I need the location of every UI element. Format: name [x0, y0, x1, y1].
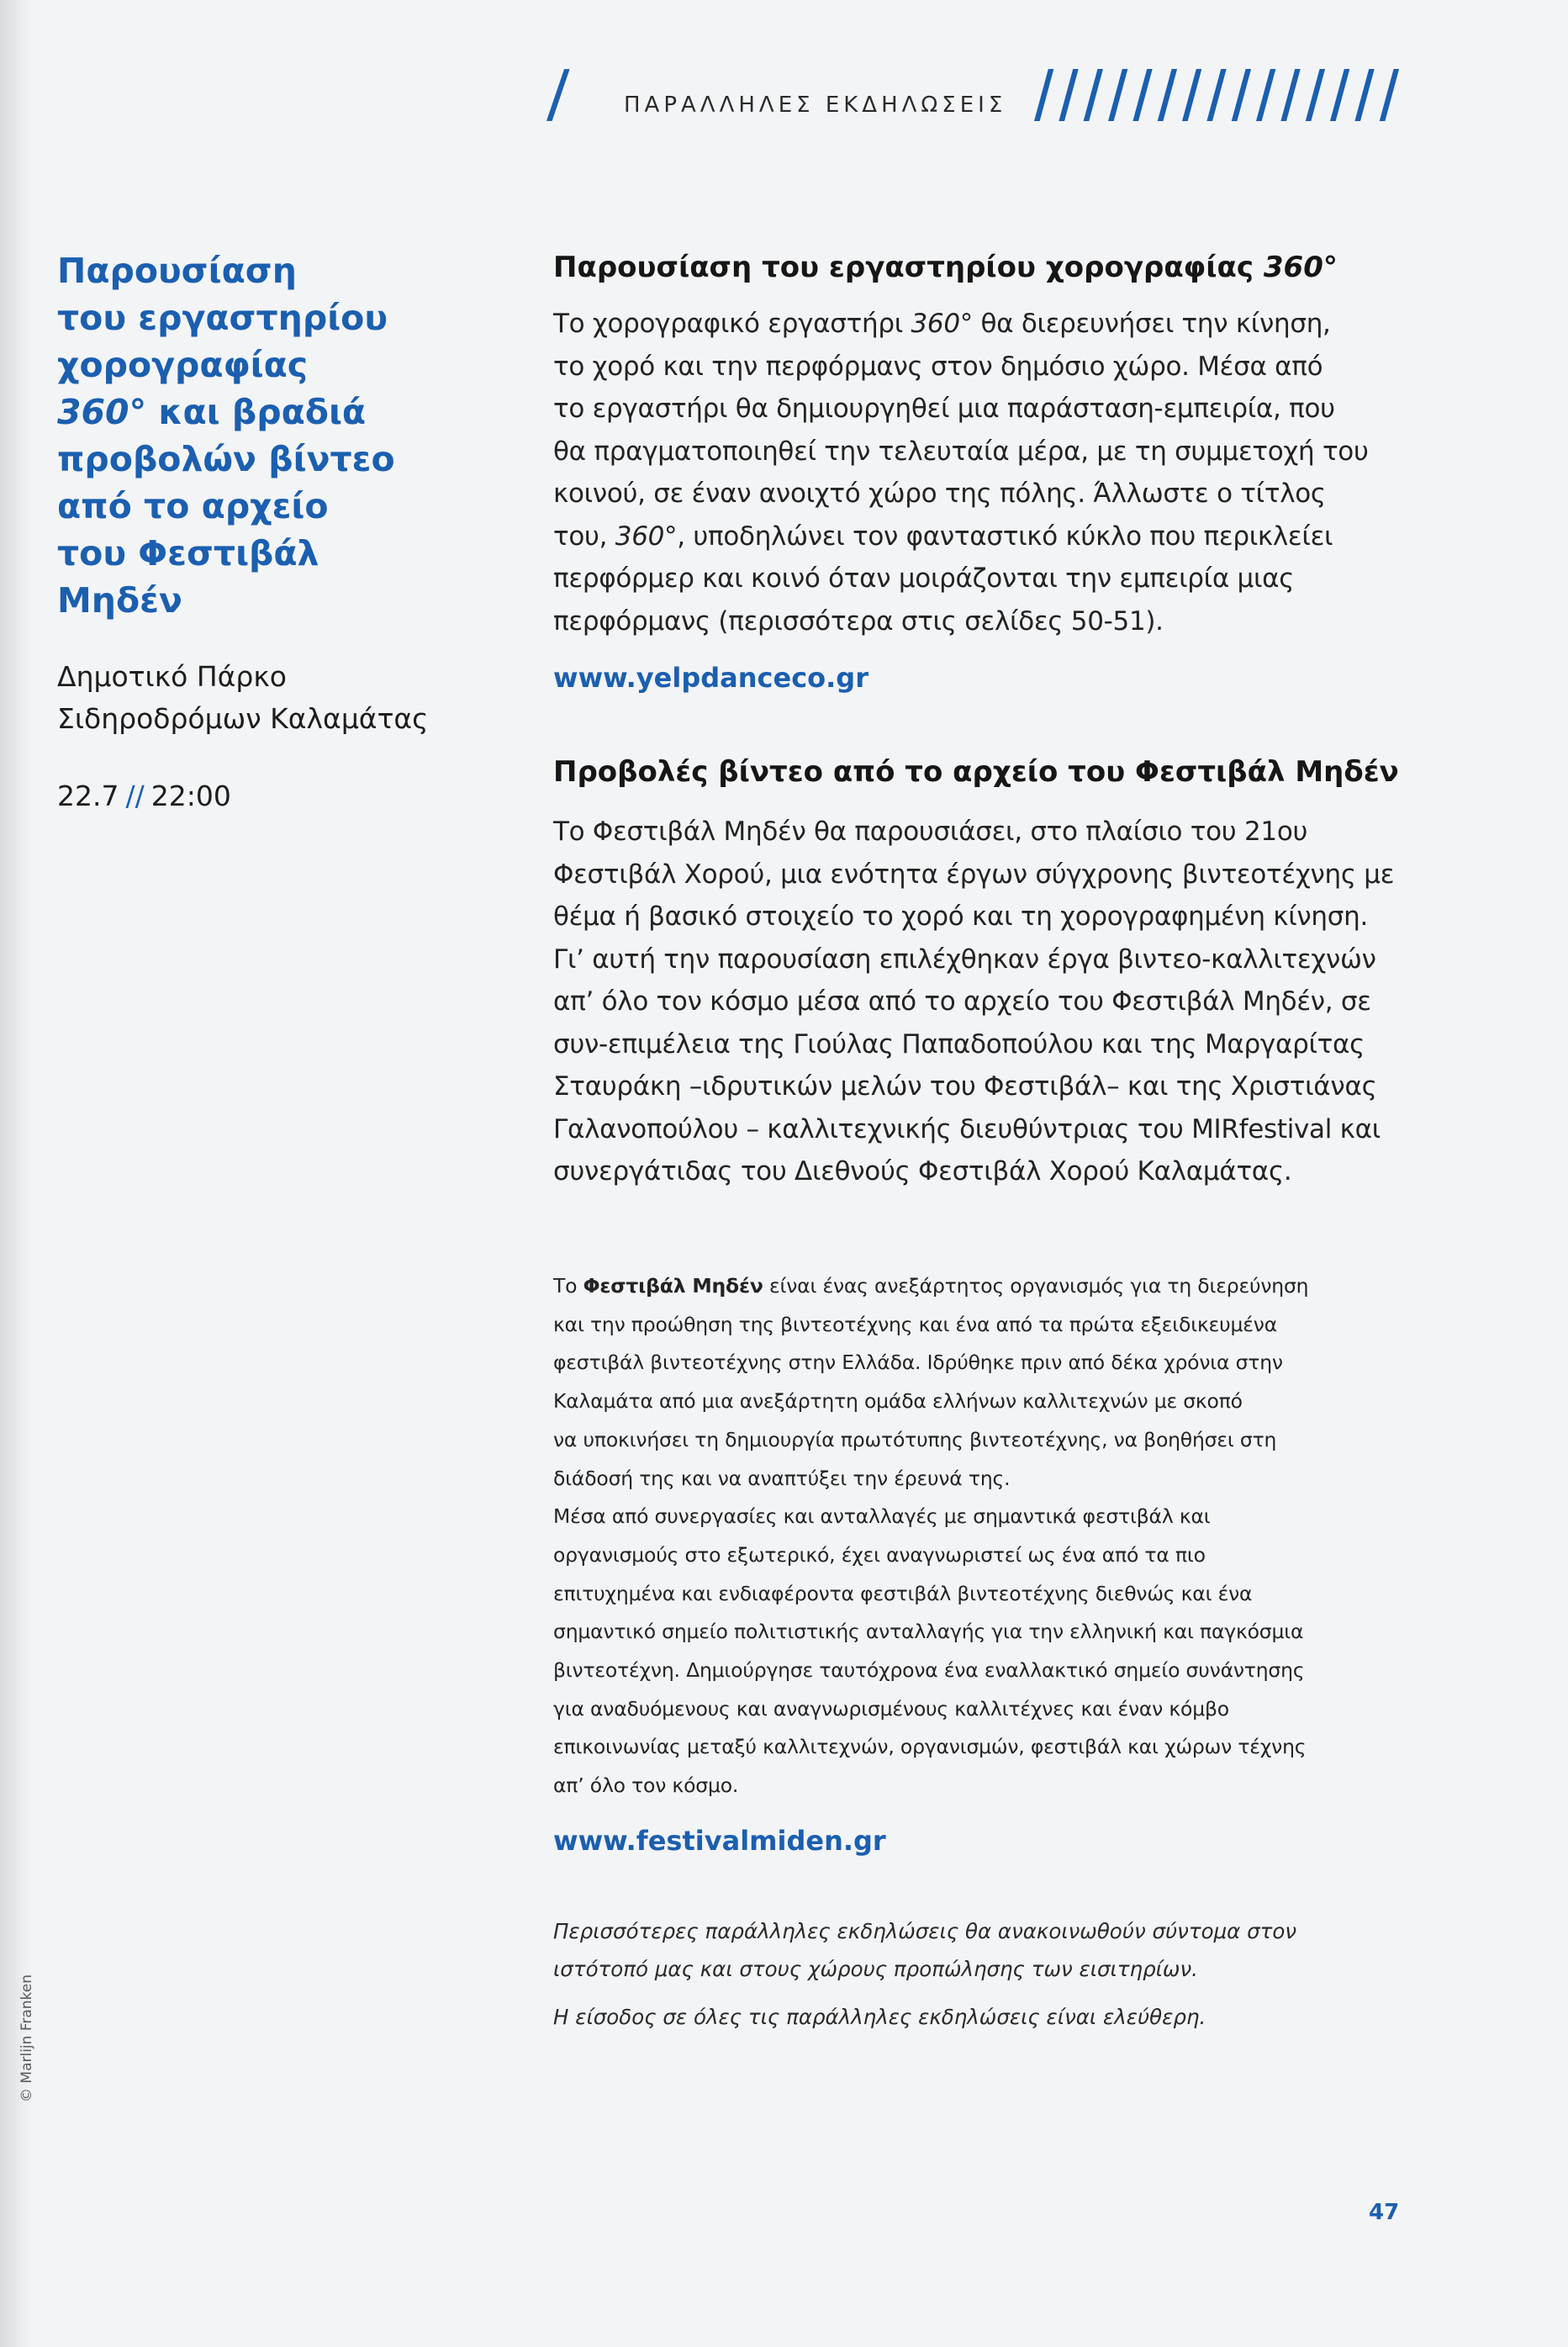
paragraph-line: [553, 1267, 1402, 1306]
paragraph-line: [553, 515, 1402, 558]
paragraph-line: και την προώθηση της βιντεοτέχνης και ένα από τα πρώτα εξειδικευμένα: [553, 1312, 1277, 1336]
text-run: του,: [553, 521, 615, 552]
event-title-line: του Φεστιβάλ: [57, 533, 319, 574]
paragraph-line: φεστιβάλ βιντεοτέχνης στην Ελλάδα. Ιδρύθηκε πριν από δέκα χρόνια στην: [553, 1351, 1283, 1375]
photo-credit: © Marlijn Franken: [18, 1974, 35, 2102]
workshop-heading: [553, 247, 1402, 288]
event-title-line: Μηδέν: [57, 580, 182, 621]
event-time: 22:00: [150, 780, 231, 812]
text-run: θα διερευνήσει την κίνηση,: [972, 309, 1331, 339]
workshop-heading-text: Παρουσίαση του εργαστηρίου χορογραφίας: [553, 251, 1264, 284]
paragraph-line: απ’ όλο τον κόσμο μέσα από το αρχείο του Φεστιβάλ Μηδέν, σε: [553, 986, 1371, 1017]
page-number: 47: [1369, 2200, 1400, 2225]
text-run: , υποδηλώνει τον φανταστικό κύκλο που περικλείει: [677, 521, 1333, 552]
festival-name-bold: Φεστιβάλ Μηδέν: [583, 1274, 763, 1298]
header-lead-slash: /: [545, 56, 571, 135]
workshop-heading-360: 360°: [1263, 251, 1338, 284]
paragraph-line: περφόρμερ και κοινό όταν μοιράζονται την εμπειρία μιας: [553, 563, 1295, 594]
event-title: [57, 247, 427, 624]
text-run: Το χορογραφικό εργαστήρι: [553, 309, 911, 339]
paragraph-line: Το Φεστιβάλ Μηδέν θα παρουσιάσει, στο πλαίσιο του 21ου: [553, 817, 1308, 847]
event-title-line: του εργαστηρίου: [57, 298, 388, 338]
paragraph-line: σημαντικό σημείο πολιτιστικής ανταλλαγής για την ελληνική και παγκόσμια: [553, 1620, 1304, 1644]
paragraph-line: θέμα ή βασικό στοιχείο το χορό και τη χορογραφημένη κίνηση.: [553, 901, 1369, 932]
paragraph-line: Γι’ αυτή την παρουσίαση επιλέχθηκαν έργα βιντεο-καλλιτεχνών: [553, 944, 1376, 975]
paragraph-line: για αναδυόμενους και αναγνωρισμένους καλλιτέχνες και έναν κόμβο: [553, 1696, 1229, 1721]
screenings-paragraph: [553, 811, 1402, 1193]
event-title-line: προβολών βίντεο: [57, 439, 395, 479]
event-title-line: χορογραφίας: [57, 345, 309, 385]
paragraph-line: Φεστιβάλ Χορού, μια ενότητα έργων σύγχρονης βιντεοτέχνης με: [553, 859, 1395, 890]
paragraph-line: Καλαμάτα από μια ανεξάρτητη ομάδα ελλήνων καλλιτεχνών με σκοπό: [553, 1389, 1243, 1414]
note-line: Η είσοδος σε όλες τις παράλληλες εκδηλώσεις είναι ελεύθερη.: [553, 2005, 1206, 2029]
event-title-line: [57, 389, 427, 436]
header-trail-slashes: ///////////////: [1034, 56, 1405, 135]
text-run: Το: [553, 1274, 583, 1298]
event-venue: [57, 656, 452, 740]
paragraph-line: το εργαστήρι θα δημιουργηθεί μια παράσταση-εμπειρία, που: [553, 394, 1335, 424]
event-title-line: Παρουσίαση: [57, 251, 297, 291]
about-paragraph: [553, 1267, 1402, 1805]
paragraph-line: το χορό και την περφόρμανς στον δημόσιο χώρο. Μέσα από: [553, 351, 1323, 382]
date-separator: //: [125, 780, 145, 812]
paragraph-line: διάδοσή της και να αναπτύξει την έρευνά της.: [553, 1466, 1011, 1490]
paragraph-line: οργανισμούς στο εξωτερικό, έχει αναγνωριστεί ως ένα από τα πιο: [553, 1542, 1206, 1567]
venue-line: Σιδηροδρόμων Καλαμάτας: [57, 702, 429, 735]
note-line: Περισσότερες παράλληλες εκδηλώσεις θα ανακοινωθούν σύντομα στον: [553, 1919, 1297, 1943]
section-header-title: ΠΑΡΑΛΛΗΛΕΣ ΕΚΔΗΛΩΣΕΙΣ: [624, 93, 1007, 118]
paragraph-line: να υποκινήσει τη δημιουργία πρωτότυπης βιντεοτέχνης, να βοηθήσει στη: [553, 1427, 1277, 1451]
festivalmiden-link[interactable]: www.festivalmiden.gr: [553, 1824, 886, 1857]
paragraph-line: Σταυράκη –ιδρυτικών μελών του Φεστιβάλ– και της Χριστιάνας: [553, 1071, 1377, 1102]
paragraph-line: θα πραγματοποιηθεί την τελευταία μέρα, με τη συμμετοχή του: [553, 436, 1369, 467]
event-datetime: [57, 775, 231, 817]
paragraph-line: απ’ όλο τον κόσμο.: [553, 1773, 739, 1798]
paragraph-line: [553, 303, 1402, 346]
yelpdanceco-link[interactable]: www.yelpdanceco.gr: [553, 662, 868, 694]
venue-line: Δημοτικό Πάρκο: [57, 660, 287, 693]
paragraph-line: βιντεοτέχνη. Δημιούργησε ταυτόχρονα ένα εναλλακτικό σημείο συνάντησης: [553, 1658, 1305, 1683]
paragraph-line: επιτυχημένα και ενδιαφέροντα φεστιβάλ βιντεοτέχνης διεθνώς και ένα: [553, 1581, 1253, 1605]
paragraph-line: συνεργάτιδας του Διεθνούς Φεστιβάλ Χορού Καλαμάτας.: [553, 1156, 1292, 1187]
screenings-heading: Προβολές βίντεο από το αρχείο του Φεστιβάλ Μηδέν: [553, 755, 1399, 789]
section-workshop: [553, 247, 1402, 698]
about-festival-miden: [553, 1267, 1402, 1861]
section-video-screenings: [553, 752, 1402, 1193]
text-run-italic: 360°: [911, 309, 973, 339]
event-title-line: από το αρχείο: [57, 486, 329, 526]
workshop-paragraph: [553, 303, 1402, 642]
paragraph-line: επικοινωνίας μεταξύ καλλιτεχνών, οργανισμών, φεστιβάλ και χώρων τέχνης: [553, 1735, 1307, 1759]
event-title-360: 360°: [57, 392, 147, 432]
event-title-fragment: και βραδιά: [146, 392, 367, 432]
paragraph-line: περφόρμανς (περισσότερα στις σελίδες 50-51).: [553, 605, 1164, 637]
paragraph-line: Γαλανοπούλου – καλλιτεχνικής διευθύντριας του MIRfestival και: [553, 1113, 1381, 1144]
paragraph-line: συν-επιμέλεια της Γιούλας Παπαδοπούλου και της Μαργαρίτας: [553, 1028, 1365, 1060]
notes-block: [553, 1912, 1402, 2036]
paragraph-line: Μέσα από συνεργασίες και ανταλλαγές με σημαντικά φεστιβάλ και: [553, 1504, 1211, 1529]
note-line: ιστότοπό μας και στους χώρους προπώλησης των εισιτηρίων.: [553, 1957, 1198, 1981]
event-date: 22.7: [57, 780, 119, 812]
text-run: είναι ένας ανεξάρτητος οργανισμός για τη διερεύνηση: [763, 1274, 1309, 1298]
paragraph-line: κοινού, σε έναν ανοιχτό χώρο της πόλης. Άλλωστε ο τίτλος: [553, 478, 1326, 509]
text-run-italic: 360°: [615, 521, 678, 552]
